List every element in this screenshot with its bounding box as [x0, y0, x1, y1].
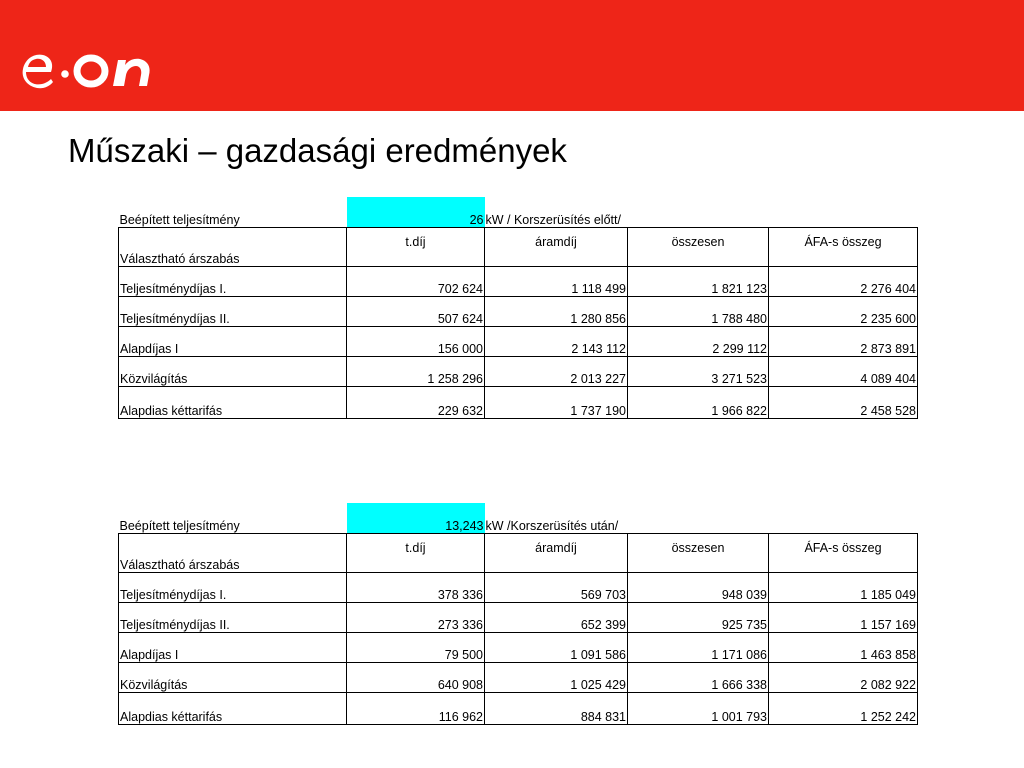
tariff-label: Választható árszabás [119, 228, 347, 267]
table-cell: 273 336 [347, 603, 485, 633]
table-row [119, 573, 918, 603]
power-row [119, 503, 918, 534]
row-label: Teljesítménydíjas II. [119, 297, 347, 327]
column-header: összesen [628, 228, 769, 267]
power-unit-note: kW / Korszerüsítés előtt/ [485, 213, 621, 227]
row-label: Alapdíjas I [119, 633, 347, 663]
table-cell: 1 463 858 [769, 633, 918, 663]
column-header: összesen [628, 534, 769, 573]
table-row [119, 693, 918, 725]
table-row [119, 633, 918, 663]
column-header: ÁFA-s összeg [769, 228, 918, 267]
table-cell: 1 666 338 [628, 663, 769, 693]
column-header: ÁFA-s összeg [769, 534, 918, 573]
header-row [119, 228, 918, 267]
table-cell: 2 013 227 [485, 357, 628, 387]
table-cell: 652 399 [485, 603, 628, 633]
table-cell: 640 908 [347, 663, 485, 693]
table-cell: 156 000 [347, 327, 485, 357]
page-title: Műszaki – gazdasági eredmények [68, 132, 567, 169]
column-header: t.díj [347, 228, 485, 267]
header-bar [0, 0, 1024, 111]
column-header: áramdíj [485, 228, 628, 267]
power-label: Beépített teljesítmény [119, 519, 240, 533]
table-row [119, 603, 918, 633]
power-row [119, 197, 918, 228]
column-header: áramdíj [485, 534, 628, 573]
table-cell: 507 624 [347, 297, 485, 327]
results-table-before [118, 197, 918, 419]
table-row [119, 387, 918, 419]
table-cell: 1 966 822 [628, 387, 769, 419]
table-cell: 884 831 [485, 693, 628, 725]
table-cell: 1 118 499 [485, 267, 628, 297]
table-cell: 4 089 404 [769, 357, 918, 387]
table-cell: 2 276 404 [769, 267, 918, 297]
power-label: Beépített teljesítmény [119, 213, 240, 227]
row-label: Alapdíjas I [119, 327, 347, 357]
table-cell: 702 624 [347, 267, 485, 297]
power-unit-note: kW /Korszerüsítés után/ [485, 519, 619, 533]
table-cell: 925 735 [628, 603, 769, 633]
table-cell: 1 821 123 [628, 267, 769, 297]
table-cell: 1 171 086 [628, 633, 769, 663]
results-table-after [118, 503, 918, 725]
row-label: Alapdias kéttarifás [119, 693, 347, 725]
table-cell: 569 703 [485, 573, 628, 603]
table-cell: 1 091 586 [485, 633, 628, 663]
table-cell: 1 252 242 [769, 693, 918, 725]
table-cell: 79 500 [347, 633, 485, 663]
table-row [119, 297, 918, 327]
eon-logo-icon [20, 50, 155, 90]
table-cell: 1 280 856 [485, 297, 628, 327]
row-label: Teljesítménydíjas II. [119, 603, 347, 633]
table-cell: 2 143 112 [485, 327, 628, 357]
table-cell: 116 962 [347, 693, 485, 725]
table-row [119, 327, 918, 357]
power-value-cell: 13,243 [347, 503, 485, 534]
row-label: Közvilágítás [119, 357, 347, 387]
table-cell: 2 235 600 [769, 297, 918, 327]
table-cell: 378 336 [347, 573, 485, 603]
table-cell: 1 157 169 [769, 603, 918, 633]
table-cell: 2 299 112 [628, 327, 769, 357]
table-cell: 3 271 523 [628, 357, 769, 387]
table-row [119, 663, 918, 693]
power-value-cell: 26 [347, 197, 485, 228]
table-cell: 1 788 480 [628, 297, 769, 327]
header-row [119, 534, 918, 573]
row-label: Teljesítménydíjas I. [119, 267, 347, 297]
table-row [119, 357, 918, 387]
table-cell: 2 082 922 [769, 663, 918, 693]
table-cell: 229 632 [347, 387, 485, 419]
row-label: Teljesítménydíjas I. [119, 573, 347, 603]
row-label: Közvilágítás [119, 663, 347, 693]
table-cell: 2 458 528 [769, 387, 918, 419]
table-cell: 1 185 049 [769, 573, 918, 603]
column-header: t.díj [347, 534, 485, 573]
row-label: Alapdias kéttarifás [119, 387, 347, 419]
table-row [119, 267, 918, 297]
table-cell: 1 258 296 [347, 357, 485, 387]
table-cell: 948 039 [628, 573, 769, 603]
tariff-label: Választható árszabás [119, 534, 347, 573]
table-cell: 1 001 793 [628, 693, 769, 725]
table-cell: 1 737 190 [485, 387, 628, 419]
table-cell: 1 025 429 [485, 663, 628, 693]
table-cell: 2 873 891 [769, 327, 918, 357]
